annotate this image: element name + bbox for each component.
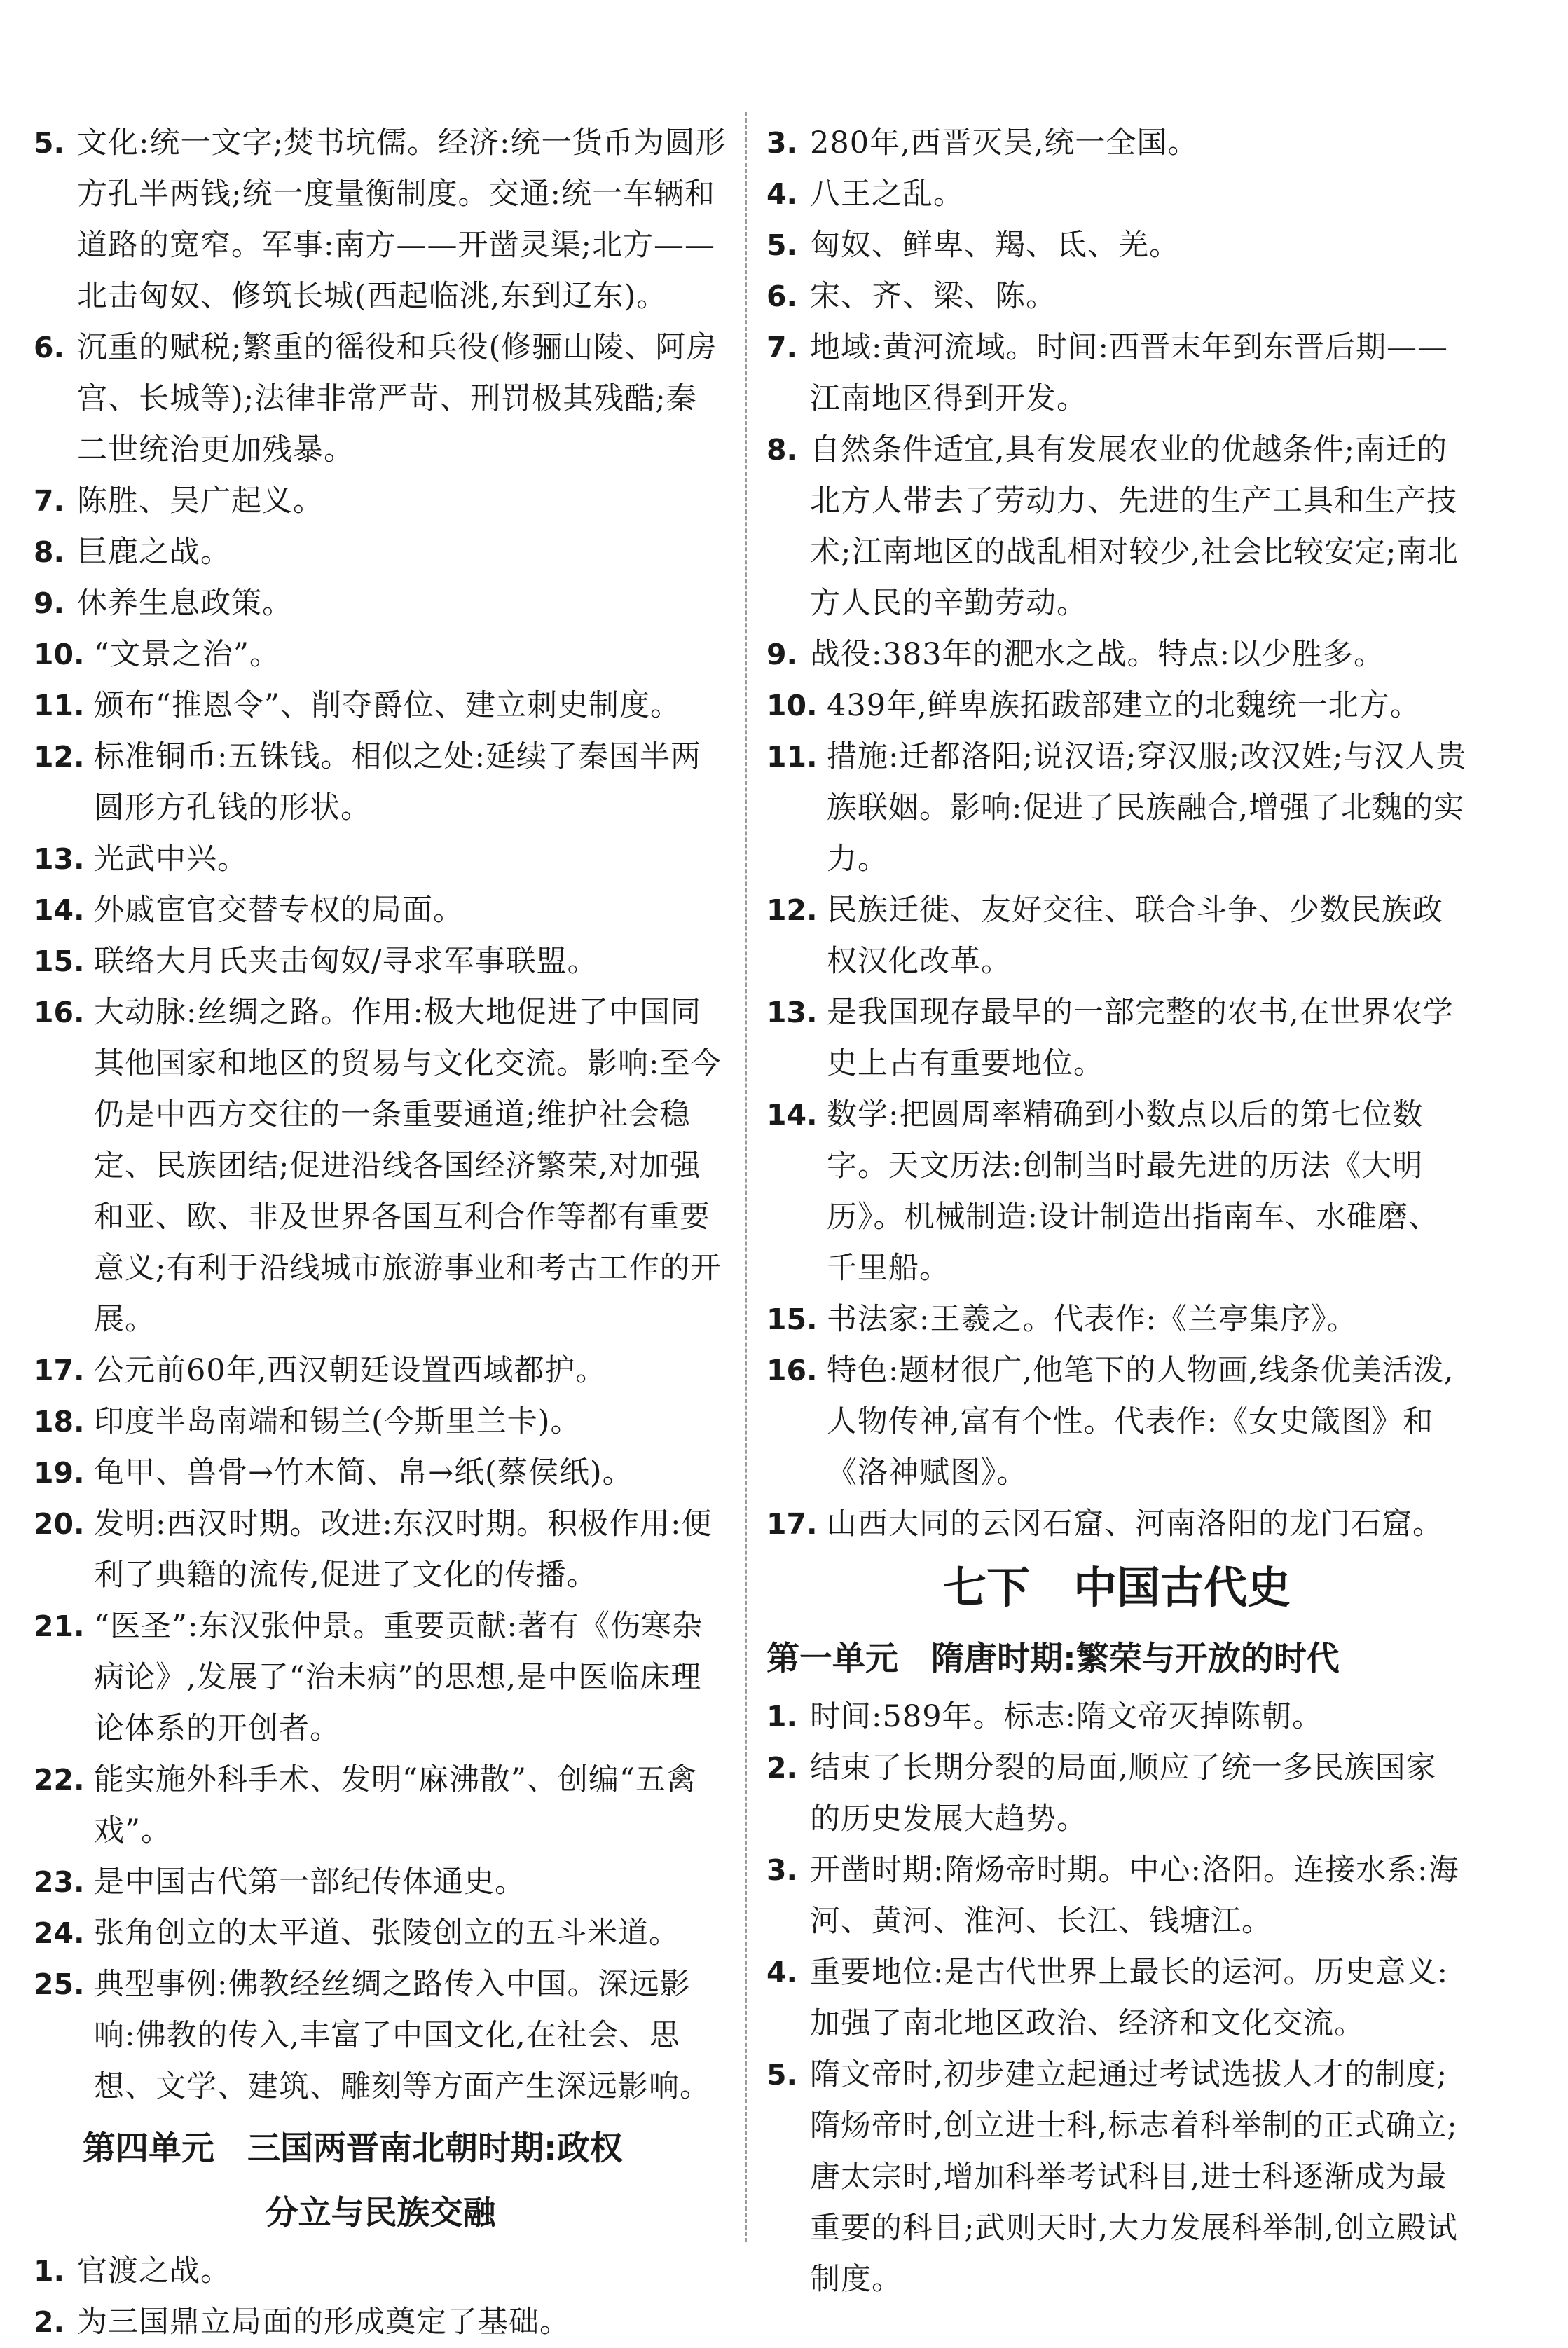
answer-item	[766, 271, 1467, 322]
right-items-b	[766, 1691, 1467, 2305]
left-items-a	[34, 118, 727, 2113]
right-items-a	[766, 118, 1467, 1550]
answer-number: 3.	[766, 126, 798, 160]
answer-item	[766, 629, 1467, 680]
answer-text: 数学:把圆周率精确到小数点以后的第七位数字。天文历法:创制当时最先进的历法《大明历》。机械制造:设计制造出指南车、水碓磨、千里船。	[827, 1097, 1439, 1286]
answer-text: 文化:统一文字;焚书坑儒。经济:统一货币为圆形方孔半两钱;统一度量衡制度。交通:统一车辆和道路的宽窄。军事:南方——开凿灵渠;北方——北击匈奴、修筑长城(西起临洮,东到辽东)。	[77, 125, 727, 314]
answer-item	[34, 1857, 727, 1908]
answer-number: 20.	[34, 1507, 85, 1541]
answer-number: 25.	[34, 1968, 85, 2001]
answer-text: 典型事例:佛教经丝绸之路传入中国。深远影响:佛教的传入,丰富了中国文化,在社会、思想、文学、建筑、雕刻等方面产生深远影响。	[94, 1967, 710, 2104]
answer-number: 15.	[766, 1303, 818, 1336]
answer-text: 发明:西汉时期。改进:东汉时期。积极作用:便利了典籍的流传,促进了文化的传播。	[94, 1506, 713, 1593]
answer-number: 23.	[34, 1865, 85, 1899]
answer-text: 八王之乱。	[810, 177, 964, 212]
answer-text: 龟甲、兽骨→竹木简、帛→纸(蔡侯纸)。	[94, 1455, 633, 1490]
answer-number: 2.	[766, 1751, 798, 1785]
answer-item	[766, 169, 1467, 220]
grade-section-title: 七下 中国古代史	[942, 1562, 1291, 1613]
answer-number: 13.	[34, 842, 85, 876]
answer-text: 是我国现存最早的一部完整的农书,在世界农学史上占有重要地位。	[827, 995, 1454, 1081]
answer-number: 17.	[34, 1354, 85, 1387]
answer-text: 特色:题材很广,他笔下的人物画,线条优美活泼,人物传神,富有个性。代表作:《女史箴图》和《洛神赋图》。	[827, 1353, 1454, 1490]
answer-item	[34, 936, 727, 987]
answer-text: 光武中兴。	[94, 842, 248, 877]
answer-text: 结束了长期分裂的局面,顺应了统一多民族国家的历史发展大趋势。	[810, 1750, 1437, 1836]
answer-number: 1.	[766, 1700, 798, 1733]
answer-item	[34, 1959, 727, 2113]
answer-text: 山西大同的云冈石窟、河南洛阳的龙门石窟。	[827, 1506, 1443, 1542]
answer-item	[766, 1845, 1467, 1947]
answer-number: 15.	[34, 945, 85, 978]
answer-text: 开凿时期:隋炀帝时期。中心:洛阳。连接水系:海河、黄河、淮河、长江、钱塘江。	[810, 1853, 1459, 1939]
unit4-title-line1: 第四单元 三国两晋南北朝时期:政权	[83, 2129, 623, 2168]
answer-text: 280年,西晋灭吴,统一全国。	[810, 125, 1199, 160]
answer-item	[766, 1294, 1467, 1345]
answer-number: 18.	[34, 1405, 85, 1439]
answer-text: 时间:589年。标志:隋文帝灭掉陈朝。	[810, 1699, 1323, 1734]
answer-number: 3.	[766, 1853, 798, 1887]
answer-text: 联络大月氏夹击匈奴/寻求军事联盟。	[94, 944, 598, 979]
answer-text: 措施:迁都洛阳;说汉语;穿汉服;改汉姓;与汉人贵族联姻。影响:促进了民族融合,增强了北魏的实力。	[827, 739, 1467, 877]
answer-number: 6.	[34, 331, 65, 364]
answer-number: 4.	[766, 177, 798, 211]
answer-item	[766, 680, 1467, 732]
left-column	[34, 118, 727, 2348]
answer-item	[766, 732, 1467, 885]
answer-item	[34, 1448, 727, 1499]
answer-item	[766, 220, 1467, 271]
answer-text: 陈胜、吴广起义。	[77, 483, 324, 519]
answer-item	[766, 885, 1467, 987]
answer-number: 5.	[766, 228, 798, 262]
answer-text: 印度半岛南端和锡兰(今斯里兰卡)。	[94, 1404, 582, 1439]
answer-item	[34, 680, 727, 732]
answer-number: 16.	[34, 996, 85, 1029]
answer-item	[34, 629, 727, 680]
answer-text: 匈奴、鲜卑、羯、氐、羌。	[810, 228, 1180, 263]
answer-item	[766, 322, 1467, 425]
answer-text: 公元前60年,西汉朝廷设置西域都护。	[94, 1353, 607, 1388]
answer-item	[766, 118, 1467, 169]
answer-item	[34, 1908, 727, 1959]
answer-item	[766, 2050, 1467, 2305]
answer-item	[766, 425, 1467, 629]
answer-number: 13.	[766, 996, 818, 1029]
answer-text: 巨鹿之战。	[77, 535, 231, 570]
answer-number: 11.	[34, 689, 85, 722]
answer-text: 休养生息政策。	[77, 586, 293, 621]
answer-item	[34, 885, 727, 936]
answer-text: 宋、齐、梁、陈。	[810, 279, 1057, 314]
answer-item	[766, 1947, 1467, 2050]
answer-item	[34, 578, 727, 629]
answer-number: 7.	[34, 484, 65, 518]
answer-number: 1.	[34, 2254, 65, 2288]
answer-number: 11.	[766, 740, 818, 774]
answer-item	[766, 1691, 1467, 1743]
answer-item	[34, 1345, 727, 1396]
answer-text: “文景之治”。	[94, 637, 280, 672]
answer-item	[34, 1396, 727, 1448]
answer-text: 颁布“推恩令”、削夺爵位、建立刺史制度。	[94, 688, 681, 723]
answer-text: 标准铜币:五铢钱。相似之处:延续了秦国半两圆形方孔钱的形状。	[94, 739, 701, 825]
answer-number: 5.	[34, 126, 65, 160]
answer-item	[34, 476, 727, 527]
unit4-title-line2: 分立与民族交融	[265, 2194, 496, 2232]
answer-item	[766, 1499, 1467, 1550]
answer-number: 8.	[34, 535, 65, 569]
answer-number: 5.	[766, 2058, 798, 2092]
answer-text: 为三国鼎立局面的形成奠定了基础。	[77, 2305, 570, 2340]
answer-number: 22.	[34, 1763, 85, 1797]
answer-number: 4.	[766, 1956, 798, 1989]
answer-item	[34, 322, 727, 476]
answer-item	[34, 732, 727, 834]
answer-number: 10.	[766, 689, 818, 722]
answer-item	[34, 834, 727, 885]
answer-number: 21.	[34, 1609, 85, 1643]
answer-number: 9.	[766, 638, 798, 671]
answer-text: 能实施外科手术、发明“麻沸散”、创编“五禽戏”。	[94, 1762, 697, 1848]
answer-item	[34, 1499, 727, 1601]
answer-item	[34, 2297, 727, 2348]
answer-text: 沉重的赋税;繁重的徭役和兵役(修骊山陵、阿房宫、长城等);法律非常严苛、刑罚极其残酷;秦二世统治更加残暴。	[77, 330, 717, 467]
unit1-title: 第一单元 隋唐时期:繁荣与开放的时代	[766, 1640, 1340, 1678]
answer-text: 自然条件适宜,具有发展农业的优越条件;南迁的北方人带去了劳动力、先进的生产工具和生产技术;江南地区的战乱相对较少,社会比较安定;南北方人民的辛勤劳动。	[810, 432, 1459, 621]
answer-text: 战役:383年的淝水之战。特点:以少胜多。	[810, 637, 1385, 672]
answer-item	[766, 1090, 1467, 1294]
answer-item	[766, 987, 1467, 1090]
answer-text: 439年,鲜卑族拓跋部建立的北魏统一北方。	[827, 688, 1421, 723]
answer-text: 张角创立的太平道、张陵创立的五斗米道。	[94, 1916, 680, 1951]
column-divider	[745, 112, 747, 2242]
answer-text: 大动脉:丝绸之路。作用:极大地促进了中国同其他国家和地区的贸易与文化交流。影响:至今仍是中西方交往的一条重要通道;维护社会稳定、民族团结;促进沿线各国经济繁荣,对加强和亚、欧、非及世界各国互利合作等都有重要意义;有利于沿线城市旅游事业和考古工作的开展。	[94, 995, 722, 1337]
answer-text: 重要地位:是古代世界上最长的运河。历史意义:加强了南北地区政治、经济和文化交流。	[810, 1955, 1448, 2041]
answer-text: 地域:黄河流域。时间:西晋末年到东晋后期——江南地区得到开发。	[810, 330, 1448, 416]
answer-number: 8.	[766, 433, 798, 467]
answer-number: 12.	[766, 893, 818, 927]
answer-number: 2.	[34, 2305, 65, 2339]
answer-text: 外戚宦官交替专权的局面。	[94, 893, 464, 928]
answer-number: 19.	[34, 1456, 85, 1490]
answer-item	[34, 2246, 727, 2297]
answer-text: 书法家:王羲之。代表作:《兰亭集序》。	[827, 1302, 1358, 1337]
answer-number: 10.	[34, 638, 85, 671]
answer-number: 14.	[34, 893, 85, 927]
answer-item	[766, 1345, 1467, 1499]
answer-item	[34, 1755, 727, 1857]
answer-number: 14.	[766, 1098, 818, 1132]
answer-text: 是中国古代第一部纪传体通史。	[94, 1865, 525, 1900]
answer-item	[34, 987, 727, 1345]
answer-item	[34, 1601, 727, 1755]
answer-text: “医圣”:东汉张仲景。重要贡献:著有《伤寒杂病论》,发展了“治未病”的思想,是中医临床理论体系的开创者。	[94, 1609, 703, 1746]
answer-item	[34, 527, 727, 578]
answer-text: 民族迁徙、友好交往、联合斗争、少数民族政权汉化改革。	[827, 893, 1443, 979]
answer-item	[34, 118, 727, 322]
answer-number: 7.	[766, 331, 798, 364]
answer-number: 24.	[34, 1916, 85, 1950]
answer-number: 12.	[34, 740, 85, 774]
right-column	[766, 118, 1467, 2305]
answer-text: 隋文帝时,初步建立起通过考试选拔人才的制度;隋炀帝时,创立进士科,标志着科举制的正式确立;唐太宗时,增加科举考试科目,进士科逐渐成为最重要的科目;武则天时,大力发展科举制,创立殿试制度。	[810, 2057, 1458, 2297]
answer-item	[766, 1743, 1467, 1845]
answer-number: 16.	[766, 1354, 818, 1387]
answer-number: 9.	[34, 586, 65, 620]
answer-number: 6.	[766, 280, 798, 313]
left-items-b	[34, 2246, 727, 2348]
answer-text: 官渡之战。	[77, 2253, 231, 2288]
answer-number: 17.	[766, 1507, 818, 1541]
